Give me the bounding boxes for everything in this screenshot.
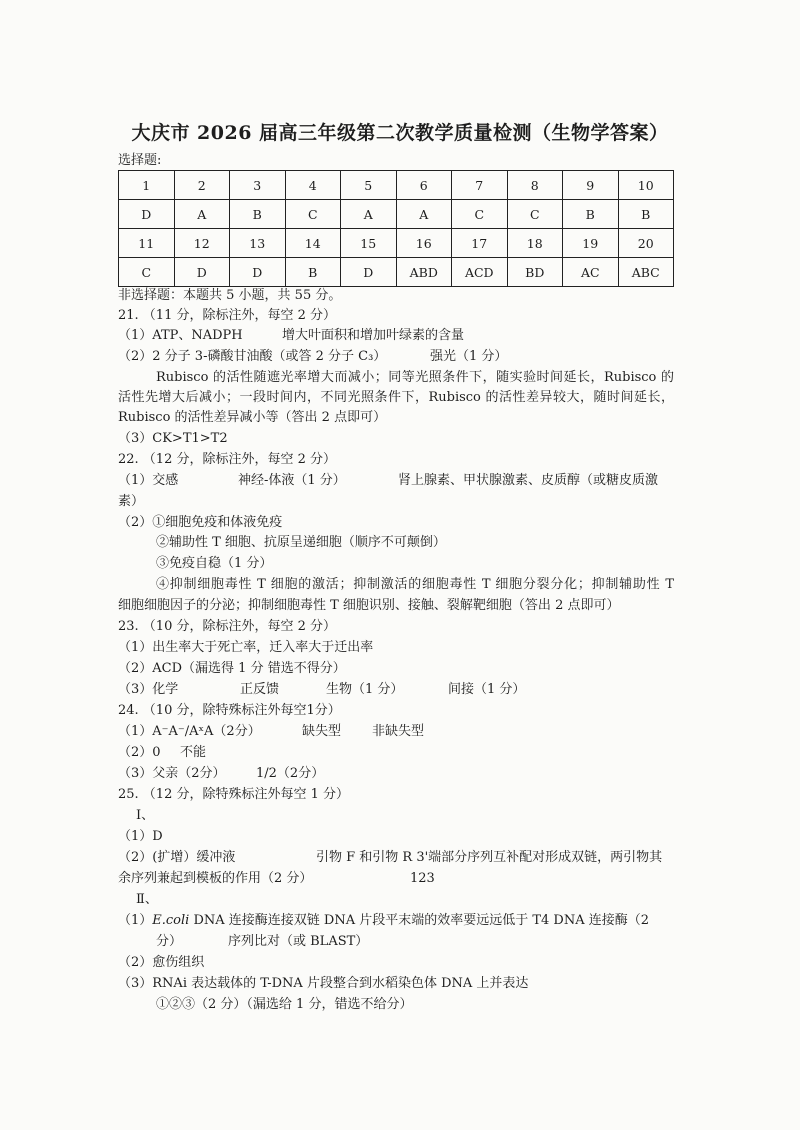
q22-answer-1d: 素） [118,494,145,509]
answer-cell: B [285,258,341,287]
mc-heading: 选择题: [118,153,162,168]
question-number-cell: 16 [396,229,452,258]
question-number-cell: 3 [230,171,286,200]
q23-answer-1: （1）出生率大于死亡率，迁入率大于迁出率 [118,640,374,655]
question-number-cell: 12 [174,229,230,258]
nonmc-heading: 非选择题：本题共 5 小题，共 55 分。 [118,288,342,303]
question-number-cell: 13 [230,229,286,258]
q21-answer-3: （3）CK>T1>T2 [118,431,228,446]
answer-table-row [119,171,674,200]
q22-answer-1c: 肾上腺素、甲状腺激素、皮质醇（或糖皮质激 [398,473,659,488]
question-number-cell: 10 [618,171,674,200]
q25-answer-2d: 123 [410,871,435,886]
answer-table-row [119,258,674,287]
q25-answer-3a-num: （1） [118,913,153,928]
q23-answer-2: （2）ACD（漏选得 1 分 错选不得分） [118,661,346,676]
question-number-cell: 1 [119,171,175,200]
q24-answer-3b: 1/2（2分） [256,766,325,781]
question-number-cell: 7 [452,171,508,200]
answer-cell: D [174,258,230,287]
question-number-cell: 15 [341,229,397,258]
answer-cell: C [285,200,341,229]
question-number-cell: 8 [507,171,563,200]
answer-table [118,170,674,287]
answer-cell: D [230,258,286,287]
q21-paragraph-line-1: Rubisco 的活性随遮光率增大而减小；同等光照条件下，随实验时间延长，Rubisco 的 [156,370,674,385]
question-number-cell: 5 [341,171,397,200]
q25-answer-3b: 分） [156,934,183,949]
q25-section-2: Ⅱ、 [136,892,158,907]
answer-cell: A [396,200,452,229]
answer-cell: ACD [452,258,508,287]
q22-answer-2a: （2）①细胞免疫和体液免疫 [118,515,283,530]
q21-heading: 21. （11 分，除标注外，每空 2 分） [118,308,337,323]
answer-cell: B [618,200,674,229]
question-number-cell: 9 [563,171,619,200]
q24-answer-3a: （3）父亲（2分） [118,766,226,781]
question-number-cell: 18 [507,229,563,258]
question-number-cell: 19 [563,229,619,258]
q22-answer-2d: ④抑制细胞毒性 T 细胞的激活；抑制激活的细胞毒性 T 细胞分裂分化；抑制辅助性 T [156,577,674,592]
question-number-cell: 2 [174,171,230,200]
q25-answer-2a: （2）(扩增）缓冲液 [118,850,236,865]
q24-answer-2b: 不能 [180,745,207,760]
answer-table-row [119,229,674,258]
question-number-cell: 17 [452,229,508,258]
answer-cell: ABC [618,258,674,287]
page-title: 大庆市 2026 届高三年级第二次教学质量检测（生物学答案） [131,122,669,144]
q24-answer-2a: （2）0 [118,745,161,760]
answer-cell: D [341,258,397,287]
q25-answer-6: ①②③（2 分）（漏选给 1 分，错选不给分） [156,997,413,1012]
q23-answer-3c: 生物（1 分） [326,682,404,697]
q21-answer-1a: （1）ATP、NADPH [118,328,243,343]
answer-cell: C [452,200,508,229]
q25-answer-3c: 序列比对（或 BLAST） [228,934,369,949]
q21-paragraph-line-3: Rubisco 的活性差异减小等（答出 2 点即可） [118,410,387,425]
q23-answer-3a: （3）化学 [118,682,179,697]
answer-cell: B [230,200,286,229]
question-number-cell: 14 [285,229,341,258]
answer-cell: D [119,200,175,229]
answer-cell: A [341,200,397,229]
q22-answer-2b: ②辅助性 T 细胞、抗原呈递细胞（顺序不可颠倒） [156,535,446,550]
answer-cell: B [563,200,619,229]
q25-heading: 25. （12 分，除特殊标注外每空 1 分） [118,787,350,802]
q25-answer-3a-text: DNA 连接酶连接双链 DNA 片段平末端的效率要远远低于 T4 DNA 连接酶（2 [189,913,650,928]
q25-answer-3a [118,913,649,929]
question-number-cell: 20 [618,229,674,258]
q23-answer-3b: 正反馈 [240,682,280,697]
q25-answer-1: （1）D [118,829,163,844]
q25-section-1: Ⅰ、 [136,808,155,823]
q22-answer-2c: ③免疫自稳（1 分） [156,556,273,571]
q22-answer-2e: 细胞细胞因子的分泌；抑制细胞毒性 T 细胞识别、接触、裂解靶细胞（答出 2 点即可） [118,598,620,613]
q21-answer-1b: 增大叶面积和增加叶绿素的含量 [282,328,465,343]
q22-answer-1b: 神经-体液（1 分） [238,473,346,488]
q25-answer-5: （3）RNAi 表达载体的 T-DNA 片段整合到水稻染色体 DNA 上并表达 [118,976,529,991]
q23-heading: 23. （10 分，除标注外，每空 2 分） [118,619,337,634]
q22-answer-1a: （1）交感 [118,473,179,488]
question-number-cell: 4 [285,171,341,200]
q22-heading: 22. （12 分，除标注外，每空 2 分） [118,452,337,467]
answer-cell: C [119,258,175,287]
q24-answer-1c: 非缺失型 [372,724,425,739]
q25-answer-3a-species: E.coli [152,913,190,928]
q24-heading: 24. （10 分，除特殊标注外每空1分） [118,703,341,718]
answer-cell: BD [507,258,563,287]
q23-answer-3d: 间接（1 分） [448,682,526,697]
q25-answer-2b: 引物 F 和引物 R 3'端部分序列互补配对形成双链，两引物其 [316,850,663,865]
q21-answer-2b: 强光（1 分） [430,349,508,364]
q25-answer-2c: 余序列兼起到模板的作用（2 分） [118,871,313,886]
question-number-cell: 6 [396,171,452,200]
q24-answer-1b: 缺失型 [302,724,342,739]
q21-paragraph-line-2: 活性先增大后减小；一段时间内，不同光照条件下，Rubisco 的活性差异较大，随时间延长， [118,390,674,405]
answer-cell: C [507,200,563,229]
answer-cell: AC [563,258,619,287]
q25-answer-4: （2）愈伤组织 [118,955,205,970]
question-number-cell: 11 [119,229,175,258]
answer-table-row [119,200,674,229]
answer-cell: A [174,200,230,229]
answer-cell: ABD [396,258,452,287]
q21-answer-2a: （2）2 分子 3-磷酸甘油酸（或答 2 分子 C₃） [118,349,387,364]
q24-answer-1a: （1）A⁻A⁻/AˣA（2分） [118,724,261,739]
